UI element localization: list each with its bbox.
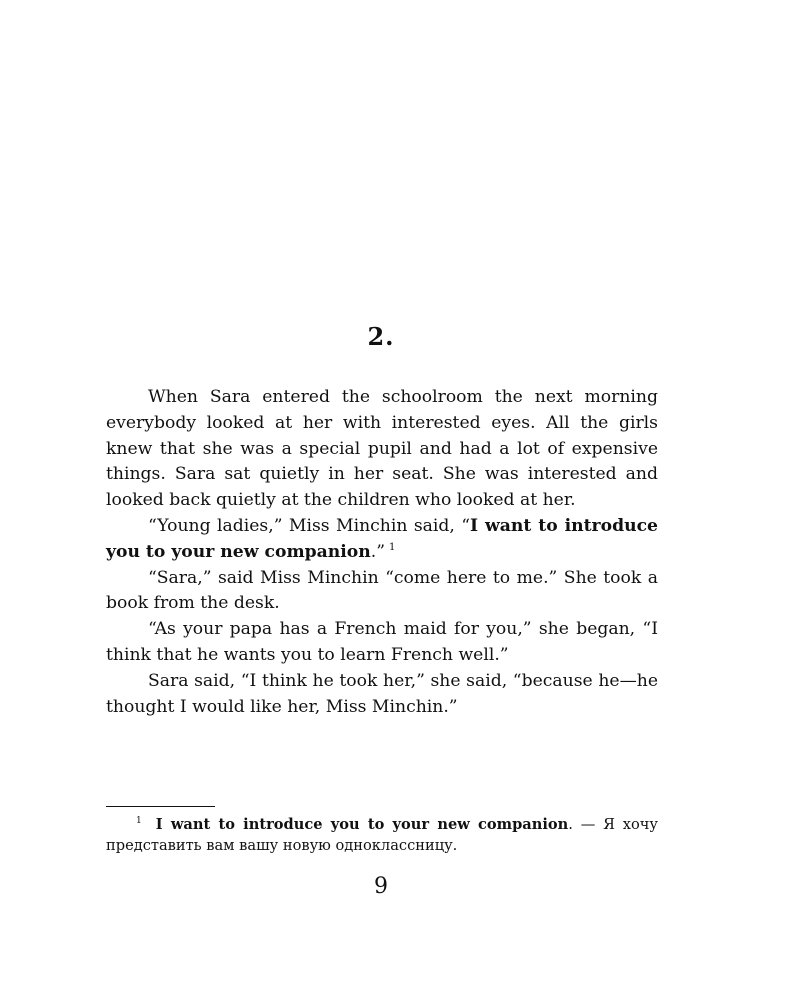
paragraph-5: Sara said, “I think he took her,” she said, “because he—he thought I would like her, Miss Minchin.” (106, 670, 658, 717)
page-number: 9 (374, 874, 388, 899)
footnote (106, 814, 658, 856)
footnote-phrase: I want to introduce you to your new companion (155, 816, 569, 833)
chapter-title: 2. (367, 322, 395, 351)
paragraph-2-bold-phrase: I want to introduce you to your new companion (106, 515, 658, 562)
footnote-number: 1 (136, 816, 142, 827)
paragraph-1: When Sara entered the schoolroom the next morning everybody looked at her with interested eyes. All the girls knew that she was a special pupil and had a lot of expensive things. Sara sat quietly in her seat. She was interested and looked back quietly at the children who looked at her. (106, 387, 658, 511)
footnote-reference[interactable]: 1 (389, 542, 396, 554)
paragraph-4: “As your papa has a French maid for you,” she began, “I think that he wants you to learn French well.” (106, 619, 658, 665)
paragraph-3: “Sara,” said Miss Minchin “come here to me.” She took a book from the desk. (106, 567, 658, 614)
paragraph-2-lead: “Young ladies,” Miss Minchin said, “ (148, 515, 471, 536)
paragraph-2-tail: .” (370, 541, 386, 562)
paragraph-2 (106, 514, 658, 566)
body-text (106, 385, 658, 720)
footnote-translation: . — Я хочу представить вам вашу новую одноклассницу. (106, 816, 659, 854)
footnote-divider (106, 806, 215, 807)
